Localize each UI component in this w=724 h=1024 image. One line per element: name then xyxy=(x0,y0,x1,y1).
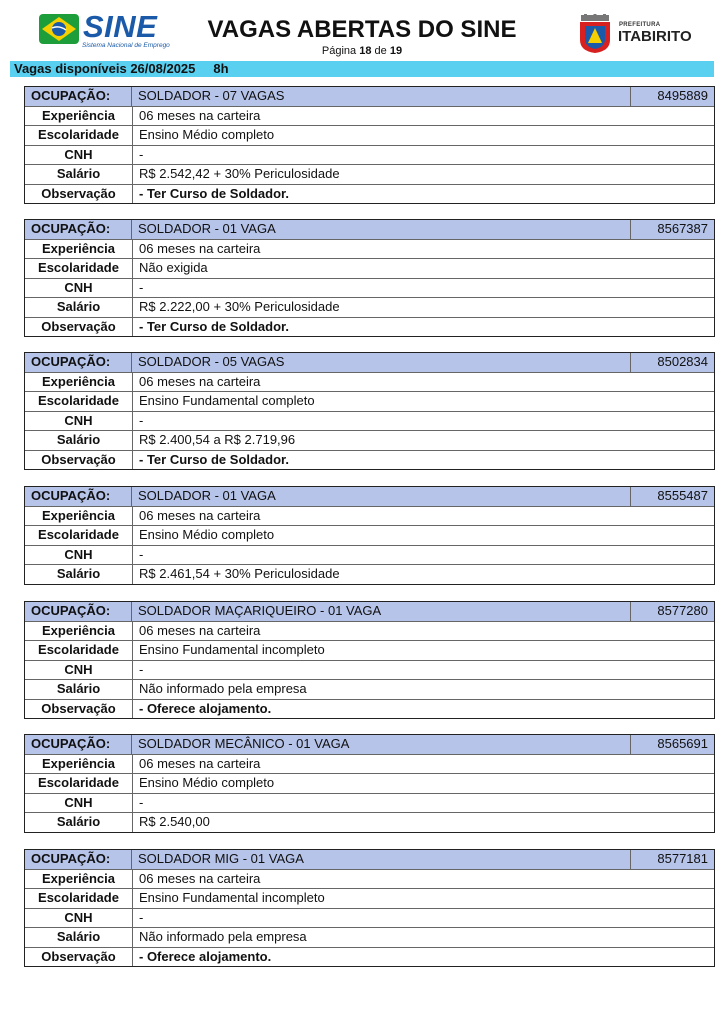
cnh-label: CNH xyxy=(25,546,133,565)
job-card xyxy=(24,86,715,204)
salario-label: Salário xyxy=(25,165,133,184)
experiencia-label: Experiência xyxy=(25,240,133,259)
job-card xyxy=(24,849,715,967)
job-code: 8565691 xyxy=(630,735,714,754)
experiencia-row xyxy=(25,106,714,126)
escolaridade-value: Ensino Médio completo xyxy=(139,527,275,542)
page-sep: de xyxy=(374,45,387,57)
salario-label: Salário xyxy=(25,565,133,584)
experiencia-label: Experiência xyxy=(25,107,133,126)
job-header-row xyxy=(25,87,714,106)
escolaridade-label: Escolaridade xyxy=(25,774,133,793)
job-card xyxy=(24,219,715,337)
ocupacao-label: OCUPAÇÃO: xyxy=(25,220,132,239)
salario-label: Salário xyxy=(25,928,133,947)
experiencia-value: 06 meses na carteira xyxy=(139,107,261,123)
cnh-label: CNH xyxy=(25,412,133,431)
cnh-row xyxy=(25,145,714,165)
escolaridade-label: Escolaridade xyxy=(25,259,133,278)
ocupacao-value: SOLDADOR - 05 VAGAS xyxy=(138,354,285,369)
salario-label: Salário xyxy=(25,680,133,699)
ocupacao-label: OCUPAÇÃO: xyxy=(25,487,132,506)
page-current: 18 xyxy=(359,45,372,57)
job-header-row xyxy=(25,735,714,754)
salario-value: R$ 2.222,00 + 30% Periculosidade xyxy=(139,299,340,314)
ocupacao-label: OCUPAÇÃO: xyxy=(25,850,132,869)
cnh-row xyxy=(25,278,714,298)
page-header xyxy=(0,0,724,60)
escolaridade-row xyxy=(25,888,714,908)
escolaridade-label: Escolaridade xyxy=(25,889,133,908)
experiencia-value: 06 meses na carteira xyxy=(139,507,261,523)
job-code: 8555487 xyxy=(630,487,714,506)
experiencia-label: Experiência xyxy=(25,622,133,641)
experiencia-label: Experiência xyxy=(25,870,133,889)
prefeitura-label: PREFEITURA xyxy=(619,22,661,28)
salario-label: Salário xyxy=(25,298,133,317)
job-header-row xyxy=(25,220,714,239)
ocupacao-label: OCUPAÇÃO: xyxy=(25,602,132,621)
experiencia-value: 06 meses na carteira xyxy=(139,240,261,256)
job-card xyxy=(24,486,715,585)
escolaridade-label: Escolaridade xyxy=(25,526,133,545)
experiencia-row xyxy=(25,506,714,526)
job-code: 8567387 xyxy=(630,220,714,239)
job-card xyxy=(24,352,715,470)
cnh-value: - xyxy=(139,794,144,810)
cnh-row xyxy=(25,545,714,565)
escolaridade-row xyxy=(25,391,714,411)
job-header-row xyxy=(25,353,714,372)
escolaridade-label: Escolaridade xyxy=(25,126,133,145)
date-bar-text: Vagas disponíveis 26/08/2025 xyxy=(14,61,196,76)
sine-logo-subtitle: Sistema Nacional de Emprego xyxy=(82,42,170,49)
job-header-row xyxy=(25,602,714,621)
salario-row xyxy=(25,564,714,584)
escolaridade-row xyxy=(25,258,714,278)
ocupacao-value: SOLDADOR - 07 VAGAS xyxy=(138,88,285,103)
salario-row xyxy=(25,679,714,699)
escolaridade-value: Ensino Fundamental completo xyxy=(139,393,315,408)
sine-logo-text: SINE xyxy=(83,9,158,44)
experiencia-label: Experiência xyxy=(25,507,133,526)
salario-value: R$ 2.540,00 xyxy=(139,814,210,829)
experiencia-row xyxy=(25,621,714,641)
experiencia-value: 06 meses na carteira xyxy=(139,755,261,771)
observacao-row xyxy=(25,699,714,719)
page-title: VAGAS ABERTAS DO SINE xyxy=(207,16,517,43)
salario-row xyxy=(25,927,714,947)
salario-row xyxy=(25,812,714,832)
ocupacao-label: OCUPAÇÃO: xyxy=(25,87,132,106)
observacao-value: - Ter Curso de Soldador. xyxy=(139,318,290,334)
cnh-value: - xyxy=(139,909,144,925)
cnh-label: CNH xyxy=(25,661,133,680)
cnh-row xyxy=(25,793,714,813)
job-code: 8502834 xyxy=(630,353,714,372)
ocupacao-label: OCUPAÇÃO: xyxy=(25,353,132,372)
observacao-label: Observação xyxy=(25,318,133,337)
escolaridade-row xyxy=(25,525,714,545)
observacao-value: - Oferece alojamento. xyxy=(139,948,272,964)
experiencia-value: 06 meses na carteira xyxy=(139,373,261,389)
observacao-row xyxy=(25,184,714,204)
experiencia-row xyxy=(25,869,714,889)
page-total: 19 xyxy=(389,45,403,57)
salario-value: Não informado pela empresa xyxy=(139,929,307,944)
date-bar xyxy=(10,61,714,77)
experiencia-value: 06 meses na carteira xyxy=(139,622,261,638)
observacao-row xyxy=(25,317,714,337)
job-card xyxy=(24,601,715,719)
job-code: 8577280 xyxy=(630,602,714,621)
city-crest-icon xyxy=(575,14,615,54)
escolaridade-value: Ensino Fundamental incompleto xyxy=(139,890,325,905)
salario-value: R$ 2.400,54 a R$ 2.719,96 xyxy=(139,432,296,447)
job-card xyxy=(24,734,715,833)
escolaridade-row xyxy=(25,773,714,793)
job-header-row xyxy=(25,850,714,869)
salario-label: Salário xyxy=(25,431,133,450)
escolaridade-row xyxy=(25,640,714,660)
cnh-label: CNH xyxy=(25,794,133,813)
observacao-value: - Oferece alojamento. xyxy=(139,700,272,716)
salario-row xyxy=(25,297,714,317)
cnh-label: CNH xyxy=(25,279,133,298)
experiencia-value: 06 meses na carteira xyxy=(139,870,261,886)
job-header-row xyxy=(25,487,714,506)
observacao-row xyxy=(25,450,714,470)
cnh-value: - xyxy=(139,146,144,162)
experiencia-label: Experiência xyxy=(25,755,133,774)
escolaridade-label: Escolaridade xyxy=(25,392,133,411)
observacao-label: Observação xyxy=(25,948,133,967)
experiencia-row xyxy=(25,239,714,259)
observacao-label: Observação xyxy=(25,700,133,719)
ocupacao-value: SOLDADOR MIG - 01 VAGA xyxy=(138,851,304,866)
prefeitura-city: ITABIRITO xyxy=(618,28,692,45)
salario-label: Salário xyxy=(25,813,133,832)
cnh-label: CNH xyxy=(25,146,133,165)
cnh-value: - xyxy=(139,412,144,428)
escolaridade-value: Ensino Médio completo xyxy=(139,127,275,142)
ocupacao-value: SOLDADOR MECÂNICO - 01 VAGA xyxy=(138,736,350,751)
cnh-row xyxy=(25,660,714,680)
salario-row xyxy=(25,430,714,450)
experiencia-label: Experiência xyxy=(25,373,133,392)
escolaridade-value: Ensino Fundamental incompleto xyxy=(139,642,325,657)
salario-row xyxy=(25,164,714,184)
job-code: 8577181 xyxy=(630,850,714,869)
observacao-value: - Ter Curso de Soldador. xyxy=(139,451,290,467)
observacao-value: - Ter Curso de Soldador. xyxy=(139,185,290,201)
page-prefix: Página xyxy=(321,45,357,57)
job-code: 8495889 xyxy=(630,87,714,106)
experiencia-row xyxy=(25,754,714,774)
ocupacao-value: SOLDADOR - 01 VAGA xyxy=(138,221,276,236)
experiencia-row xyxy=(25,372,714,392)
ocupacao-value: SOLDADOR MAÇARIQUEIRO - 01 VAGA xyxy=(138,603,382,618)
cnh-label: CNH xyxy=(25,909,133,928)
cnh-value: - xyxy=(139,661,144,677)
prefeitura-logo xyxy=(575,14,695,54)
cnh-row xyxy=(25,411,714,431)
escolaridade-value: Não exigida xyxy=(139,260,208,275)
date-bar-hour: 8h xyxy=(213,61,229,76)
escolaridade-label: Escolaridade xyxy=(25,641,133,660)
salario-value: R$ 2.542,42 + 30% Periculosidade xyxy=(139,166,340,181)
cnh-value: - xyxy=(139,546,144,562)
observacao-row xyxy=(25,947,714,967)
escolaridade-value: Ensino Médio completo xyxy=(139,775,275,790)
ocupacao-value: SOLDADOR - 01 VAGA xyxy=(138,488,276,503)
observacao-label: Observação xyxy=(25,451,133,470)
escolaridade-row xyxy=(25,125,714,145)
observacao-label: Observação xyxy=(25,185,133,204)
ocupacao-label: OCUPAÇÃO: xyxy=(25,735,132,754)
salario-value: R$ 2.461,54 + 30% Periculosidade xyxy=(139,566,340,581)
cnh-row xyxy=(25,908,714,928)
salario-value: Não informado pela empresa xyxy=(139,681,307,696)
cnh-value: - xyxy=(139,279,144,295)
